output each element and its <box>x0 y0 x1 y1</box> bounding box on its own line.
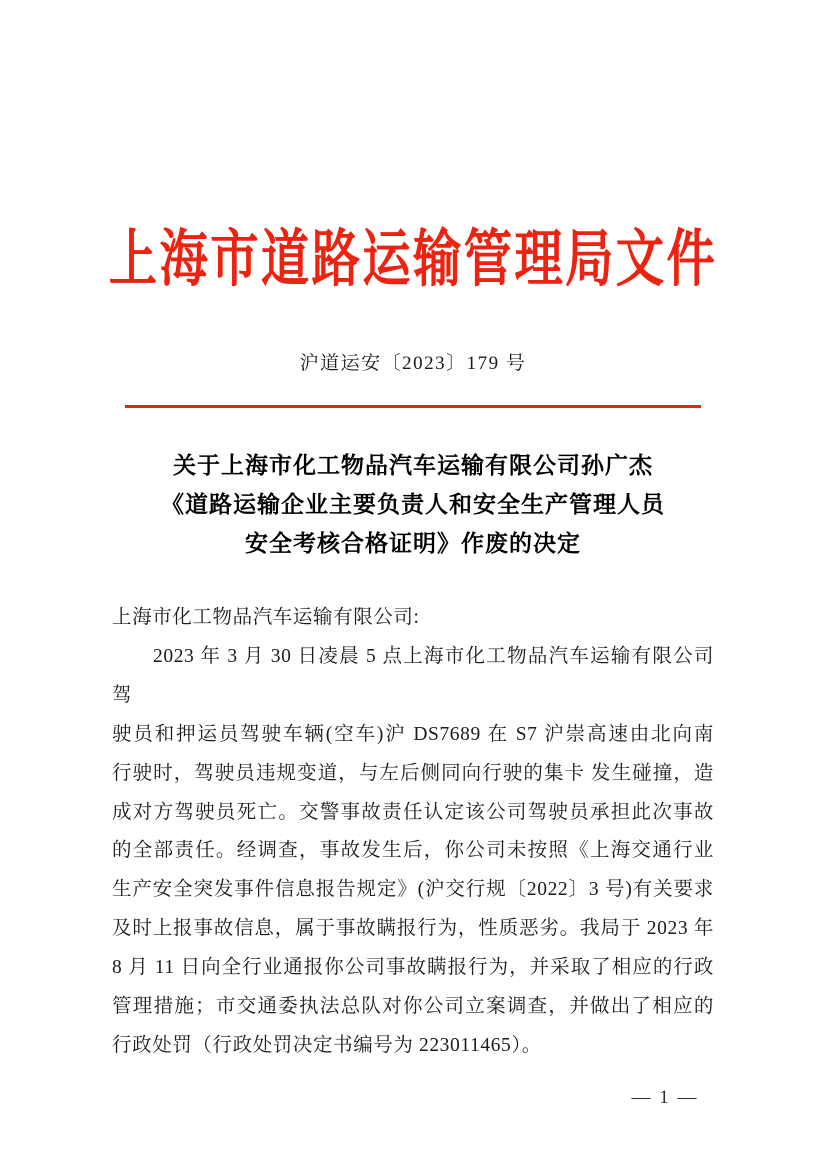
red-separator-rule <box>125 405 701 408</box>
page-number: — 1 — <box>631 1087 699 1108</box>
body-line: 驶员和押运员驾驶车辆(空车)沪 DS7689 在 S7 沪崇高速由北向南 <box>112 723 714 745</box>
document-title-line: 关于上海市化工物品汽车运输有限公司孙广杰 <box>173 453 653 478</box>
document-number: 沪道运安〔2023〕179 号 <box>299 353 527 374</box>
agency-banner <box>0 220 826 300</box>
salutation-line: 上海市化工物品汽车运输有限公司: <box>112 607 420 628</box>
body-line: 行驶时，驾驶员违规变道，与左后侧同向行驶的集卡 发生碰撞，造 <box>112 762 714 784</box>
document-title-line: 安全考核合格证明》作废的决定 <box>245 531 581 556</box>
body-line: 的全部责任。经调查，事故发生后，你公司未按照《上海交通行业 <box>112 840 714 862</box>
body-line: 行政处罚（行政处罚决定书编号为 223011465）。 <box>112 1034 542 1056</box>
body-text <box>112 599 714 1066</box>
body-line: 8 月 11 日向全行业通报你公司事故瞒报行为，并采取了相应的行政 <box>112 957 714 979</box>
agency-banner-text: 上海市道路运输管理局文件 <box>108 226 718 294</box>
body-line: 及时上报事故信息，属于事故瞒报行为，性质恶劣。我局于 2023 年 <box>112 918 714 940</box>
document-title <box>112 446 714 563</box>
body-line: 生产安全突发事件信息报告规定》(沪交行规〔2022〕3 号)有关要求 <box>112 879 714 901</box>
body-line: 管理措施；市交通委执法总队对你公司立案调查，并做出了相应的 <box>112 996 714 1018</box>
document-title-line: 《道路运输企业主要负责人和安全生产管理人员 <box>161 492 665 517</box>
body-line: 成对方驾驶员死亡。交警事故责任认定该公司驾驶员承担此次事故 <box>112 801 714 823</box>
body-line: 2023 年 3 月 30 日凌晨 5 点上海市化工物品汽车运输有限公司驾 <box>112 645 714 706</box>
